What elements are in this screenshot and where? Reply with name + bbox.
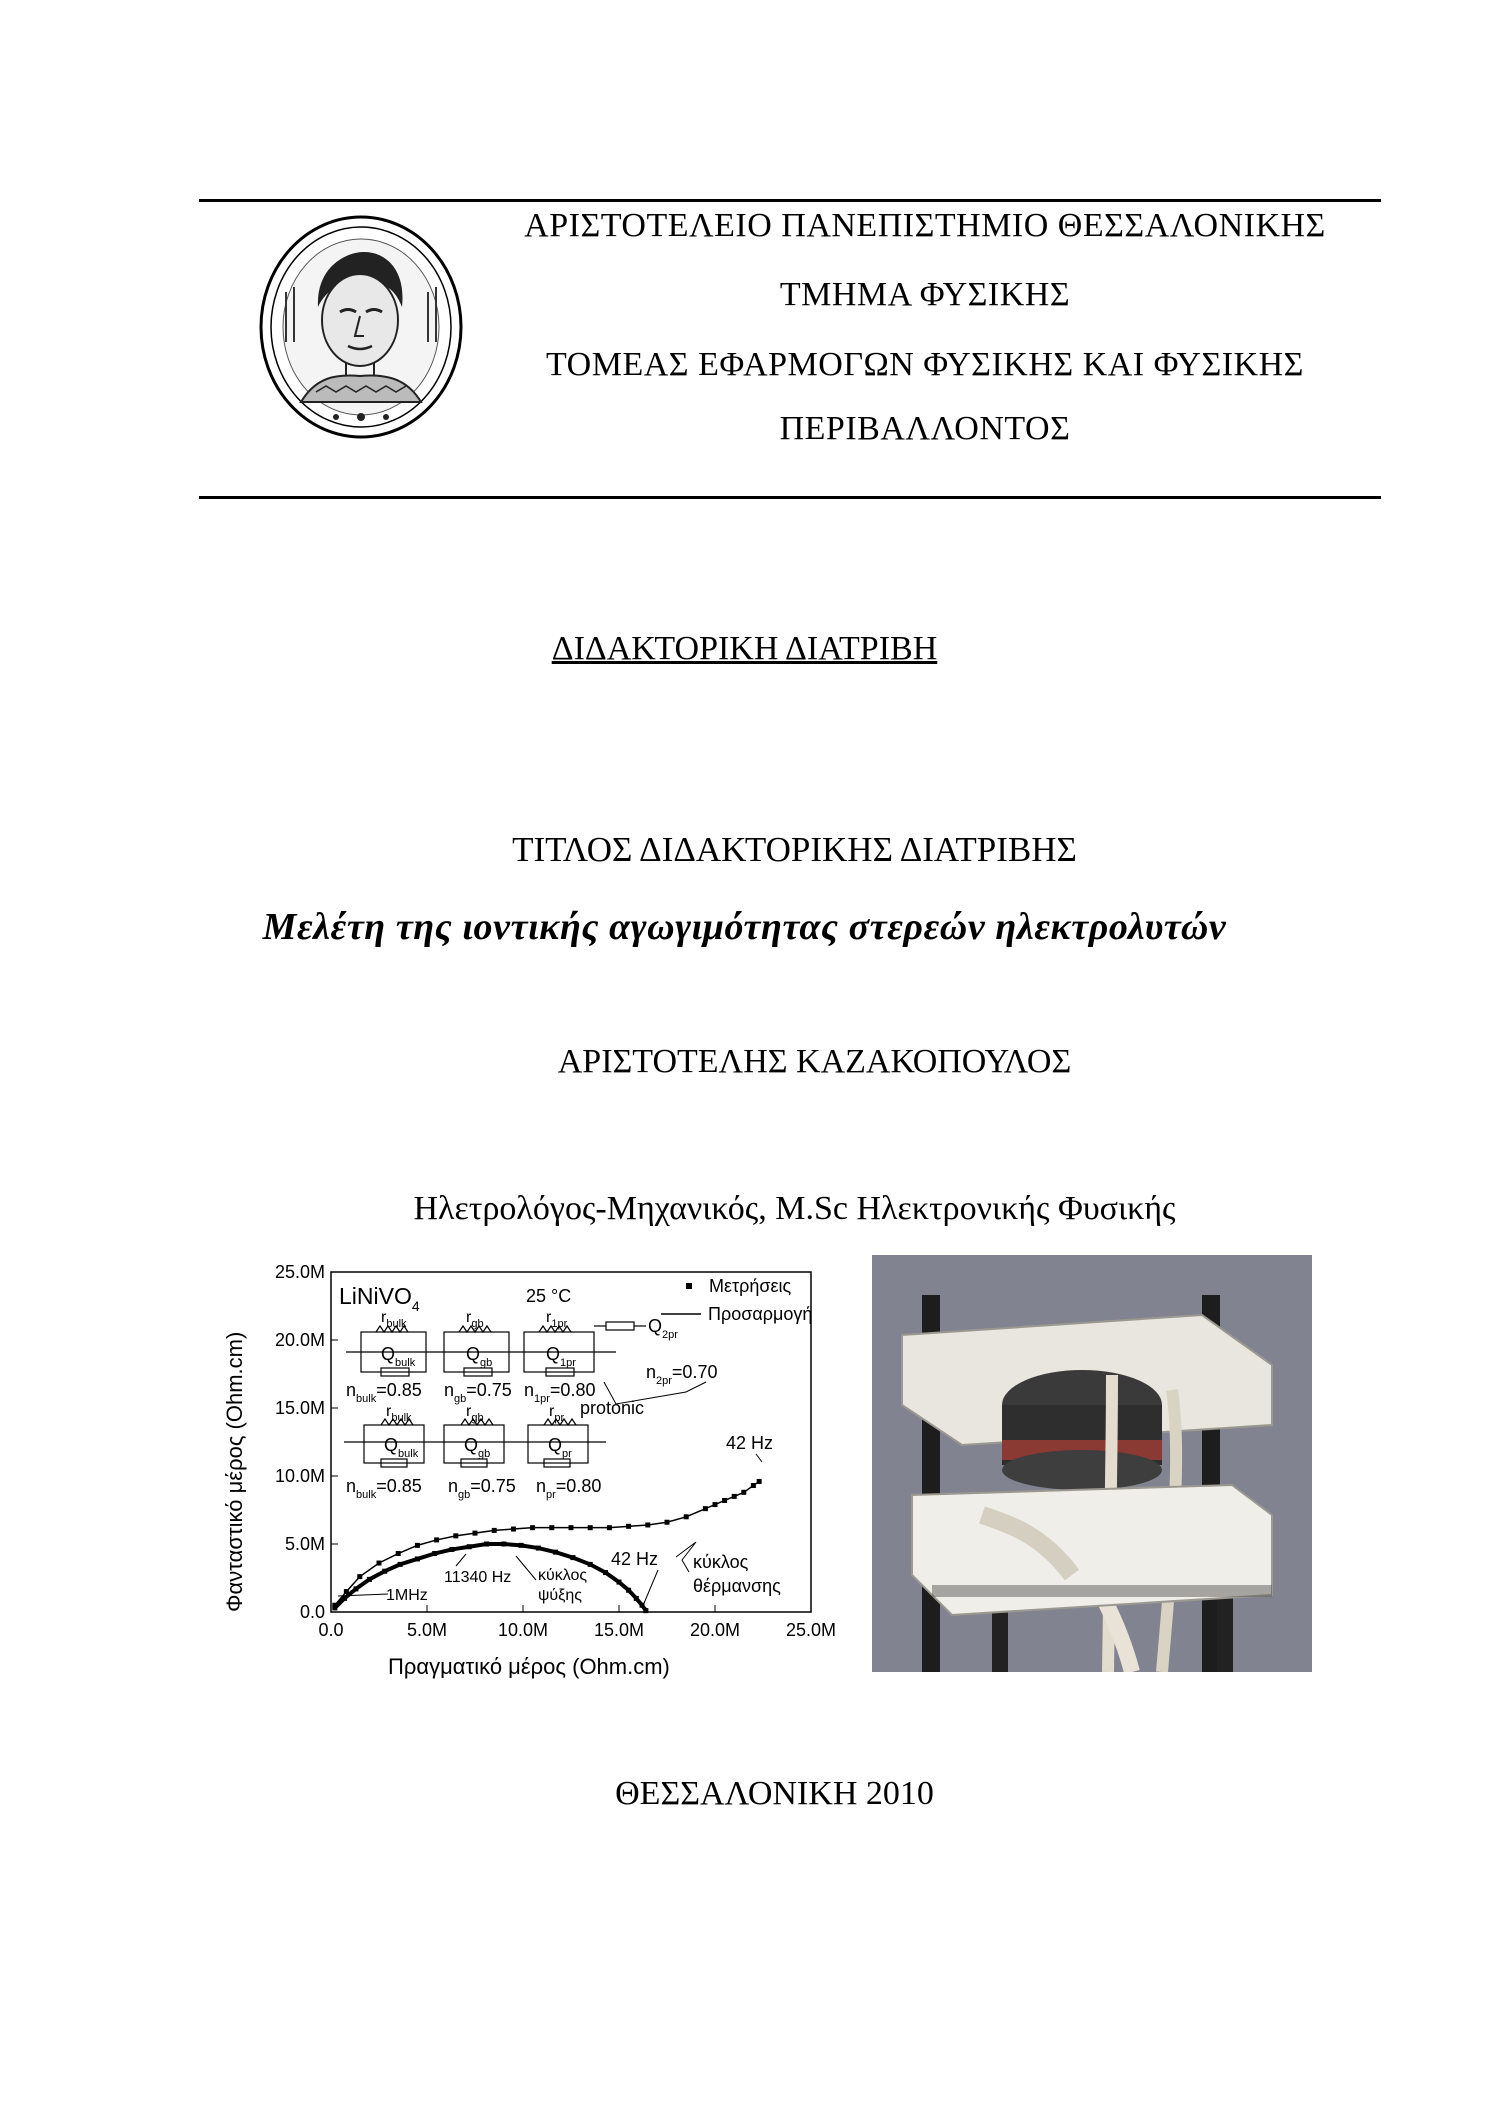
data-point bbox=[367, 1577, 372, 1582]
y-tick-label: 0.0 bbox=[299, 1602, 325, 1622]
data-point bbox=[467, 1544, 472, 1549]
annotation-heating-1: κύκλος bbox=[693, 1552, 749, 1572]
circuit2-n-bulk: $n_{bulk}=0.85$ bbox=[346, 1476, 422, 1501]
annotation-42hz-cooling: 42 Hz bbox=[611, 1549, 659, 1569]
data-point bbox=[449, 1547, 454, 1552]
data-point bbox=[398, 1562, 403, 1567]
data-point bbox=[342, 1596, 347, 1601]
data-point bbox=[570, 1555, 575, 1560]
data-point bbox=[415, 1556, 420, 1561]
data-point bbox=[377, 1561, 382, 1566]
data-point bbox=[511, 1527, 516, 1532]
data-point bbox=[703, 1506, 708, 1511]
data-point bbox=[732, 1494, 737, 1499]
data-point bbox=[588, 1562, 593, 1567]
circuit-r-1pr: $r_{1pr}$ bbox=[546, 1309, 568, 1330]
nyquist-chart bbox=[216, 1262, 846, 1698]
data-point bbox=[643, 1608, 648, 1613]
data-point bbox=[353, 1586, 358, 1591]
x-tick-label: 5.0M bbox=[406, 1620, 448, 1640]
data-point bbox=[645, 1522, 650, 1527]
y-tick-label: 10.0M bbox=[274, 1466, 325, 1486]
circuit2-q-pr: $Q_{pr}$ bbox=[548, 1435, 572, 1460]
annotation-cooling-2: ψύξης bbox=[538, 1587, 582, 1604]
data-point bbox=[713, 1502, 718, 1507]
temperature-label: 25 °C bbox=[526, 1286, 572, 1306]
data-point bbox=[722, 1498, 727, 1503]
circuit2-n-pr: $n_{pr}=0.80$ bbox=[536, 1476, 602, 1501]
data-point bbox=[617, 1580, 622, 1585]
data-point bbox=[549, 1525, 554, 1530]
data-point bbox=[626, 1588, 631, 1593]
material-subscript: 4 bbox=[411, 1298, 420, 1314]
data-point bbox=[626, 1524, 631, 1529]
x-tick-label: 20.0M bbox=[689, 1620, 741, 1640]
bottom-rule bbox=[199, 496, 1381, 499]
data-point bbox=[751, 1483, 756, 1488]
data-point bbox=[741, 1490, 746, 1495]
data-point bbox=[519, 1543, 524, 1548]
y-tick-label: 15.0M bbox=[274, 1398, 325, 1418]
circuit2-r-gb: $r_{gb}$ bbox=[466, 1403, 484, 1424]
data-point bbox=[634, 1596, 639, 1601]
data-point bbox=[588, 1525, 593, 1530]
circuit-q-1pr: $Q_{1pr}$ bbox=[546, 1344, 576, 1369]
data-point bbox=[603, 1570, 608, 1575]
annotation-cooling-1: κύκλος bbox=[538, 1567, 588, 1584]
university-seal-image bbox=[256, 212, 466, 442]
credentials: Ηλετρολόγος-Μηχανικός, M.Sc Ηλεκτρονικής Φυσικής bbox=[413, 1190, 1176, 1227]
data-point bbox=[382, 1569, 387, 1574]
circuit-n-2pr: $n_{2pr}=0.70$ bbox=[646, 1362, 718, 1387]
circuit2-q-gb: $Q_{gb}$ bbox=[464, 1435, 491, 1460]
data-point bbox=[607, 1525, 612, 1530]
title-label: ΤΙΤΛΟΣ ΔΙΔΑΚΤΟΡΙΚΗΣ ΔΙΑΤΡΙΒΗΣ bbox=[512, 830, 1077, 869]
legend-fit: Προσαρμογή bbox=[708, 1304, 813, 1324]
x-tick-label: 15.0M bbox=[593, 1620, 645, 1640]
circuit2-r-bulk: $r_{bulk}$ bbox=[386, 1403, 412, 1424]
sector-name-line2: ΠΕΡΙΒΑΛΛΟΝΤΟΣ bbox=[779, 410, 1071, 447]
circuit-r-gb: $r_{gb}$ bbox=[466, 1309, 484, 1330]
data-point bbox=[553, 1550, 558, 1555]
top-rule bbox=[199, 199, 1381, 202]
data-point bbox=[396, 1551, 401, 1556]
sample-holder-photo bbox=[872, 1255, 1312, 1672]
y-axis-label: Φανταστικό μέρος (Ohm.cm) bbox=[222, 1331, 247, 1612]
circuit-n-1pr: $n_{1pr}=0.80$ bbox=[524, 1380, 596, 1405]
author-name: ΑΡΙΣΤΟΤΕΛΗΣ ΚΑΖΑΚΟΠΟΥΛΟΣ bbox=[557, 1043, 1072, 1080]
circuit2-n-gb: $n_{gb}=0.75$ bbox=[448, 1476, 516, 1501]
y-tick-label: 5.0M bbox=[284, 1534, 325, 1554]
data-point bbox=[501, 1542, 506, 1547]
circuit2-q-bulk: $Q_{bulk}$ bbox=[384, 1435, 419, 1460]
data-point bbox=[357, 1574, 362, 1579]
university-name: ΑΡΙΣΤΟΤΕΛΕΙΟ ΠΑΝΕΠΙΣΤΗΜΙΟ ΘΕΣΣΑΛΟΝΙΚΗΣ bbox=[524, 207, 1326, 244]
data-point bbox=[492, 1528, 497, 1533]
data-point bbox=[484, 1542, 489, 1547]
circuit-n-gb: $n_{gb}=0.75$ bbox=[444, 1380, 512, 1405]
circuit-q-bulk: $Q_{bulk}$ bbox=[381, 1344, 416, 1369]
sector-name-line1: ΤΟΜΕΑΣ ΕΦΑΡΜΟΓΩΝ ΦΥΣΙΚΗΣ ΚΑΙ ΦΥΣΙΚΗΣ bbox=[546, 346, 1304, 383]
x-tick-label: 10.0M bbox=[497, 1620, 549, 1640]
circuit-r-bulk: $r_{bulk}$ bbox=[381, 1309, 407, 1330]
y-tick-label: 25.0M bbox=[274, 1262, 325, 1282]
circuit-q-gb: $Q_{gb}$ bbox=[466, 1344, 493, 1369]
annotation-protonic: protonic bbox=[580, 1398, 645, 1418]
document-type bbox=[0, 630, 1489, 668]
circuit-q-2pr: $Q_{2pr}$ bbox=[648, 1316, 678, 1341]
annotation-heating-2: θέρμανσης bbox=[693, 1576, 781, 1596]
y-tick-label: 20.0M bbox=[274, 1330, 325, 1350]
x-tick-label: 0.0 bbox=[318, 1620, 344, 1640]
department-name: ΤΜΗΜΑ ΦΥΣΙΚΗΣ bbox=[779, 276, 1071, 313]
data-point bbox=[434, 1537, 439, 1542]
data-point bbox=[684, 1514, 689, 1519]
data-point bbox=[757, 1479, 762, 1484]
legend-measurements: Μετρήσεις bbox=[709, 1276, 792, 1296]
document-type-text: ΔΙΔΑΚΤΟΡΙΚΗ ΔΙΑΤΡΙΒΗ bbox=[551, 630, 938, 667]
annotation-1mhz: 1MHz bbox=[386, 1587, 428, 1604]
x-tick-label: 25.0M bbox=[785, 1620, 837, 1640]
footer-place-year: ΘΕΣΣΑΛΟΝΙΚΗ 2010 bbox=[615, 1775, 934, 1812]
material-label bbox=[339, 1283, 420, 1314]
data-point bbox=[415, 1543, 420, 1548]
data-point bbox=[432, 1551, 437, 1556]
data-point bbox=[569, 1525, 574, 1530]
annotation-42hz-heating: 42 Hz bbox=[726, 1433, 774, 1453]
circuit2-r-pr: $r_{pr}$ bbox=[549, 1403, 565, 1424]
data-point bbox=[665, 1520, 670, 1525]
data-point bbox=[530, 1525, 535, 1530]
data-point bbox=[332, 1605, 337, 1610]
data-point bbox=[453, 1533, 458, 1538]
annotation-11340hz: 11340 Hz bbox=[444, 1569, 512, 1586]
data-point bbox=[473, 1531, 478, 1536]
legend-marker-measurements bbox=[686, 1283, 692, 1289]
material-formula: LiNiVO bbox=[339, 1283, 412, 1309]
circuit-n-bulk: $n_{bulk}=0.85$ bbox=[346, 1380, 422, 1405]
data-point bbox=[536, 1546, 541, 1551]
thesis-title: Μελέτη της ιοντικής αγωγιμότητας στερεών ηλεκτρολυτών bbox=[262, 906, 1227, 948]
x-axis-label: Πραγματικό μέρος (Ohm.cm) bbox=[388, 1654, 670, 1679]
